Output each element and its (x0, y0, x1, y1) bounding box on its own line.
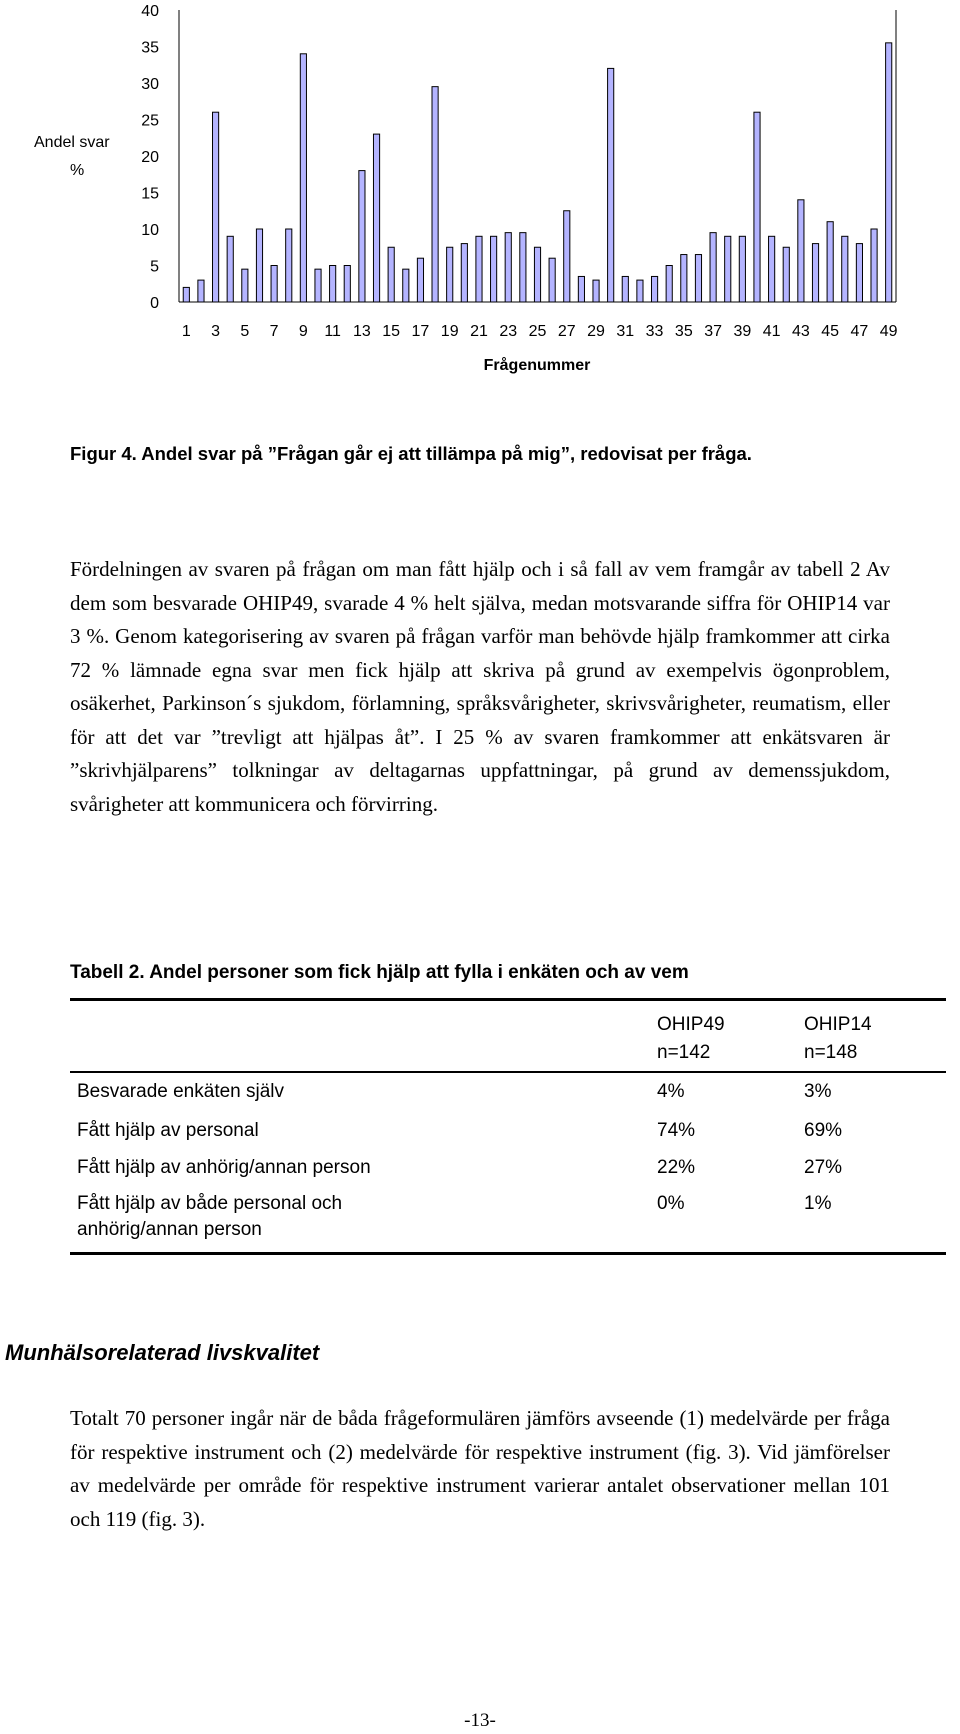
y-tick-label: 25 (141, 112, 159, 130)
bar-question-18 (432, 87, 438, 302)
x-axis-label: Frågenummer (483, 357, 591, 374)
x-tick-label: 41 (762, 323, 781, 340)
bar-question-27 (564, 211, 570, 302)
paragraph-text: Totalt 70 personer ingår när de båda frågeformulären jämförs avseende (1) medelvärde per fråga för respektive instrument och (2) medelvärde för respektive instrument (fig. 3). Vid jämförelser av medelvärde per område för respektive instrument varierar antalet observationer mellan 101 och 119 (fig. 3). (70, 1406, 890, 1531)
bar-chart (0, 0, 960, 420)
bar-question-46 (842, 236, 848, 302)
x-tick-label: 21 (470, 323, 488, 340)
x-tick-label: 19 (440, 323, 459, 340)
bar-question-13 (359, 171, 365, 302)
x-tick-label: 33 (645, 323, 664, 340)
cell-ohip49: 22% (657, 1157, 696, 1178)
bar-question-28 (578, 276, 584, 302)
cell-ohip49: 4% (657, 1081, 685, 1102)
y-tick-label: 20 (141, 149, 159, 166)
y-tick-label: 35 (141, 39, 159, 57)
cell-ohip14: 3% (804, 1081, 832, 1102)
x-tick-label: 35 (674, 323, 693, 340)
bar-question-25 (534, 247, 540, 302)
page-number: -13- (464, 1710, 496, 1731)
x-tick-label: 37 (704, 323, 722, 340)
table-top-rule (70, 998, 946, 1001)
col-header-ohip14-name: OHIP14 (804, 1014, 872, 1035)
cell-ohip14: 1% (804, 1193, 832, 1214)
y-tick-label: 10 (141, 222, 159, 239)
cell-ohip14: 27% (804, 1157, 843, 1178)
y-axis-title (34, 134, 110, 179)
bar-question-48 (871, 229, 877, 302)
bar-question-44 (812, 244, 818, 302)
bar-question-4 (227, 236, 233, 302)
x-tick-label: 49 (879, 323, 898, 340)
x-tick-label: 11 (324, 323, 341, 340)
figure-caption: Figur 4. Andel svar på ”Frågan går ej att tillämpa på mig”, redovisat per fråga. (70, 443, 752, 464)
bar-question-8 (286, 229, 292, 302)
y-axis-label-line2: % (70, 162, 85, 179)
bar-question-10 (315, 269, 321, 302)
bar-question-47 (856, 244, 862, 302)
x-tick-label: 43 (791, 323, 810, 340)
bar-question-17 (417, 258, 423, 302)
row-label (77, 1191, 342, 1243)
bar-question-45 (827, 222, 833, 302)
body-paragraph-1 (70, 553, 890, 821)
x-tick-label: 47 (850, 323, 869, 340)
bar-question-7 (271, 266, 277, 303)
y-tick-label: 30 (141, 76, 159, 93)
bar-question-49 (886, 43, 892, 302)
bar-question-37 (710, 233, 716, 302)
bar-question-34 (666, 266, 672, 303)
bar-question-11 (330, 266, 336, 303)
bar-question-26 (549, 258, 555, 302)
bar-question-42 (783, 247, 789, 302)
row-label-line2: anhörig/annan person (77, 1219, 262, 1240)
y-axis-label-line1: Andel svar (34, 134, 110, 151)
section-heading: Munhälsorelaterad livskvalitet (5, 1340, 320, 1365)
bar-question-43 (798, 200, 804, 302)
col-header-ohip14 (804, 1011, 872, 1067)
bar-question-14 (373, 134, 379, 302)
bar-question-24 (520, 233, 526, 302)
row-label: Fått hjälp av anhörig/annan person (77, 1157, 371, 1178)
bar-question-16 (403, 269, 409, 302)
bar-question-2 (198, 280, 204, 302)
bar-question-22 (491, 236, 497, 302)
row-label: Fått hjälp av personal (77, 1120, 259, 1141)
cell-ohip49: 74% (657, 1120, 696, 1141)
bar-question-33 (651, 276, 657, 302)
y-tick-label: 40 (141, 3, 159, 20)
x-tick-label: 15 (382, 323, 401, 340)
bar-question-6 (256, 229, 262, 302)
x-tick-label: 9 (298, 323, 308, 340)
x-tick-label: 27 (557, 323, 576, 340)
row-label-line1: Fått hjälp av både personal och (77, 1193, 343, 1214)
cell-ohip49: 0% (657, 1193, 685, 1214)
bar-question-20 (461, 244, 467, 302)
bar-question-35 (681, 255, 687, 302)
x-tick-label: 1 (181, 323, 191, 340)
body-paragraph-2 (70, 1402, 890, 1536)
bar-question-9 (300, 54, 306, 302)
bar-question-5 (242, 269, 248, 302)
bar-question-39 (739, 236, 745, 302)
x-tick-label: 23 (499, 323, 518, 340)
x-tick-label: 17 (411, 323, 430, 340)
bar-question-30 (608, 68, 614, 302)
x-tick-label: 45 (821, 323, 840, 340)
bar-question-36 (695, 255, 701, 302)
bar-question-29 (593, 280, 599, 302)
y-tick-label: 15 (141, 185, 159, 203)
table-title: Tabell 2. Andel personer som fick hjälp att fylla i enkäten och av vem (70, 962, 689, 983)
bar-question-31 (622, 276, 628, 302)
row-label: Besvarade enkäten själv (77, 1081, 285, 1102)
table-bottom-rule (70, 1252, 946, 1255)
x-tick-label: 25 (528, 323, 547, 340)
col-header-ohip49-name: OHIP49 (657, 1014, 725, 1035)
bar-question-38 (725, 236, 731, 302)
bar-question-32 (637, 280, 643, 302)
bar-question-15 (388, 247, 394, 302)
bar-question-21 (476, 236, 482, 302)
col-header-ohip49-n: n=142 (657, 1042, 711, 1063)
x-tick-label: 13 (353, 323, 371, 340)
bars (183, 43, 892, 302)
bar-question-1 (183, 287, 189, 302)
col-header-ohip49 (657, 1011, 725, 1067)
x-tick-label: 7 (269, 323, 279, 340)
y-axis-ticks (141, 3, 159, 312)
y-tick-label: 5 (150, 258, 159, 276)
x-axis-ticks (182, 323, 898, 340)
x-tick-label: 39 (733, 323, 752, 340)
bar-question-23 (505, 233, 511, 302)
bar-question-12 (344, 266, 350, 303)
bar-question-41 (769, 236, 775, 302)
col-header-ohip14-n: n=148 (804, 1042, 858, 1063)
bar-question-40 (754, 112, 760, 302)
y-tick-label: 0 (150, 295, 159, 312)
table-header-rule (70, 1071, 946, 1073)
x-tick-label: 5 (240, 323, 250, 340)
cell-ohip14: 69% (804, 1120, 843, 1141)
paragraph-text: Fördelningen av svaren på frågan om man fått hjälp och i så fall av vem framgår av tabell 2 Av dem som besvarade OHIP49, svarade 4 % helt själva, medan motsvarande siffra för OHIP14 var 3 %. Genom kategorisering av svaren på frågan varför man behövde hjälp framkommer att cirka 72 % lämnade egna svar men fick hjälp att skriva på grund av exempelvis ögonproblem, osäkerhet, Parkinson´s sjukdom, förlamning, språksvårigheter, skrivsvårigheter, reumatism, eller för att det var ”trevligt att hjälpas åt”. I 25 % av svaren framkommer att enkätsvaren är ”skrivhjälparens” tolkningar av deltagarnas uppfattningar, på grund av demenssjukdom, svårigheter att kommunicera och förvirring. (70, 557, 890, 816)
bar-question-3 (213, 112, 219, 302)
x-tick-label: 3 (211, 323, 221, 340)
x-tick-label: 29 (587, 323, 605, 340)
bar-question-19 (447, 247, 453, 302)
x-tick-label: 31 (616, 323, 635, 340)
